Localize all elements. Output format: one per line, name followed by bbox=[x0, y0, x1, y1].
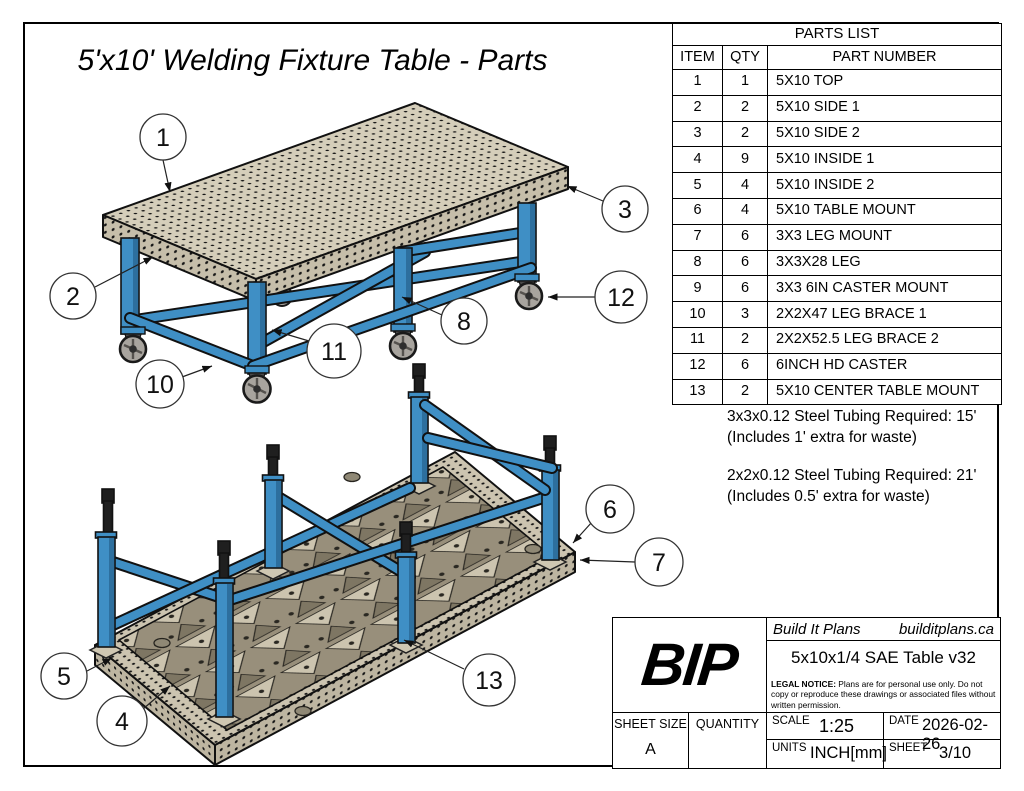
flipped-slab bbox=[95, 452, 575, 765]
title-block bbox=[612, 617, 1001, 769]
parts-cell-part: 3X3 LEG MOUNT bbox=[768, 224, 1002, 250]
company-website: builditplans.ca bbox=[898, 620, 994, 638]
leg-with-stem bbox=[540, 436, 561, 560]
balloon-10 bbox=[136, 360, 212, 408]
parts-list-row bbox=[673, 198, 1002, 224]
parts-cell-item: 6 bbox=[673, 198, 723, 224]
quantity-cell bbox=[689, 713, 767, 768]
parts-list-row bbox=[673, 95, 1002, 121]
parts-cell-part: 6INCH HD CASTER bbox=[768, 353, 1002, 379]
leg-with-stem bbox=[96, 489, 117, 647]
sheet-number-value: 3/10 bbox=[939, 744, 972, 762]
balloon-label: 11 bbox=[321, 338, 347, 366]
balloon-label: 7 bbox=[652, 549, 666, 577]
sheet-size-cell bbox=[613, 713, 689, 768]
units-value: INCH[mm] bbox=[810, 744, 887, 762]
balloon-label: 10 bbox=[146, 371, 174, 399]
leg-with-stem bbox=[263, 445, 284, 568]
parts-list-row bbox=[673, 250, 1002, 276]
scale-value: 1:25 bbox=[819, 716, 855, 736]
caster bbox=[244, 366, 271, 403]
units-cell bbox=[767, 740, 887, 768]
bip-logo: BIP bbox=[639, 631, 741, 698]
sheet-size-value: A bbox=[645, 741, 656, 758]
balloon-6 bbox=[573, 485, 634, 543]
sheet-number-label: SHEET bbox=[889, 742, 928, 754]
scale-label: SCALE bbox=[772, 715, 810, 727]
caster bbox=[515, 274, 542, 309]
col-header-qty: QTY bbox=[723, 46, 768, 70]
sheet-number-cell bbox=[884, 740, 1000, 768]
parts-cell-item: 9 bbox=[673, 276, 723, 302]
parts-cell-qty: 6 bbox=[723, 224, 768, 250]
parts-cell-qty: 2 bbox=[723, 327, 768, 353]
parts-cell-item: 5 bbox=[673, 173, 723, 199]
scale-cell bbox=[767, 713, 884, 740]
parts-cell-part: 5X10 CENTER TABLE MOUNT bbox=[768, 379, 1002, 405]
balloon-1 bbox=[140, 114, 186, 192]
parts-cell-item: 13 bbox=[673, 379, 723, 405]
parts-list-row bbox=[673, 327, 1002, 353]
balloon-label: 6 bbox=[603, 496, 617, 524]
parts-cell-item: 11 bbox=[673, 327, 723, 353]
balloon-label: 13 bbox=[475, 667, 503, 695]
balloon-label: 3 bbox=[618, 196, 632, 224]
parts-list-row bbox=[673, 224, 1002, 250]
parts-cell-qty: 4 bbox=[723, 173, 768, 199]
parts-cell-part: 2X2X52.5 LEG BRACE 2 bbox=[768, 327, 1002, 353]
parts-list-title: PARTS LIST bbox=[673, 24, 1002, 46]
parts-cell-item: 2 bbox=[673, 95, 723, 121]
parts-cell-qty: 2 bbox=[723, 95, 768, 121]
col-header-part-number: PART NUMBER bbox=[768, 46, 1002, 70]
parts-cell-item: 4 bbox=[673, 147, 723, 173]
parts-list-table bbox=[672, 23, 1002, 405]
balloon-label: 8 bbox=[457, 308, 471, 336]
parts-list-row bbox=[673, 302, 1002, 328]
parts-cell-part: 5X10 INSIDE 2 bbox=[768, 173, 1002, 199]
parts-cell-qty: 2 bbox=[723, 379, 768, 405]
leg-with-stem bbox=[409, 364, 430, 483]
date-value: 2026-02-26 bbox=[922, 716, 989, 753]
drawing-title-cell bbox=[767, 641, 1000, 713]
note-2x2-tubing: 2x2x0.12 Steel Tubing Required: 21' (Includes 0.5' extra for waste) bbox=[727, 467, 977, 505]
parts-cell-part: 5X10 SIDE 2 bbox=[768, 121, 1002, 147]
parts-cell-qty: 4 bbox=[723, 198, 768, 224]
units-label: UNITS bbox=[772, 742, 807, 754]
caster bbox=[120, 327, 146, 362]
parts-cell-qty: 9 bbox=[723, 147, 768, 173]
flipped-table-view bbox=[90, 364, 575, 765]
parts-list-row bbox=[673, 379, 1002, 405]
balloon-label: 5 bbox=[57, 663, 71, 691]
parts-cell-qty: 6 bbox=[723, 276, 768, 302]
parts-cell-part: 2X2X47 LEG BRACE 1 bbox=[768, 302, 1002, 328]
parts-cell-qty: 6 bbox=[723, 353, 768, 379]
page-title: 5'x10' Welding Fixture Table - Parts bbox=[77, 44, 548, 77]
parts-cell-item: 10 bbox=[673, 302, 723, 328]
drawing-title: 5x10x1/4 SAE Table v32 bbox=[791, 648, 976, 667]
col-header-item: ITEM bbox=[673, 46, 723, 70]
parts-cell-part: 5X10 TOP bbox=[768, 70, 1002, 96]
balloon-7 bbox=[580, 538, 683, 586]
balloon-label: 2 bbox=[66, 283, 80, 311]
parts-cell-qty: 2 bbox=[723, 121, 768, 147]
parts-cell-item: 12 bbox=[673, 353, 723, 379]
parts-list-row bbox=[673, 353, 1002, 379]
logo-cell bbox=[613, 618, 767, 713]
quantity-label: QUANTITY bbox=[695, 717, 760, 731]
parts-cell-part: 3X3 6IN CASTER MOUNT bbox=[768, 276, 1002, 302]
parts-list-row bbox=[673, 147, 1002, 173]
parts-cell-part: 5X10 SIDE 1 bbox=[768, 95, 1002, 121]
parts-cell-item: 8 bbox=[673, 250, 723, 276]
company-name: Build It Plans bbox=[773, 620, 861, 638]
legal-notice: LEGAL NOTICE: Plans are for personal use only. Do not copy or reproduce these drawings or associated files without written permission. bbox=[771, 678, 996, 710]
parts-cell-part: 3X3X28 LEG bbox=[768, 250, 1002, 276]
balloon-label: 12 bbox=[607, 284, 635, 312]
parts-cell-qty: 6 bbox=[723, 250, 768, 276]
parts-cell-qty: 1 bbox=[723, 70, 768, 96]
caster bbox=[390, 324, 416, 359]
balloon-label: 4 bbox=[115, 708, 129, 736]
parts-cell-item: 7 bbox=[673, 224, 723, 250]
sheet-size-label: SHEET SIZE bbox=[614, 717, 687, 731]
date-label: DATE bbox=[889, 715, 919, 727]
parts-list-row bbox=[673, 173, 1002, 199]
parts-cell-part: 5X10 INSIDE 1 bbox=[768, 147, 1002, 173]
parts-cell-qty: 3 bbox=[723, 302, 768, 328]
balloon-label: 1 bbox=[156, 124, 170, 152]
parts-list-row bbox=[673, 276, 1002, 302]
parts-cell-item: 1 bbox=[673, 70, 723, 96]
company-header-cell bbox=[767, 618, 1000, 641]
parts-cell-part: 5X10 TABLE MOUNT bbox=[768, 198, 1002, 224]
parts-list-row bbox=[673, 70, 1002, 96]
parts-list-row bbox=[673, 121, 1002, 147]
balloon-12 bbox=[548, 271, 647, 323]
parts-cell-item: 3 bbox=[673, 121, 723, 147]
material-notes bbox=[727, 406, 1007, 524]
note-3x3-tubing: 3x3x0.12 Steel Tubing Required: 15' (Includes 1' extra for waste) bbox=[727, 408, 977, 446]
balloon-3 bbox=[567, 186, 648, 232]
